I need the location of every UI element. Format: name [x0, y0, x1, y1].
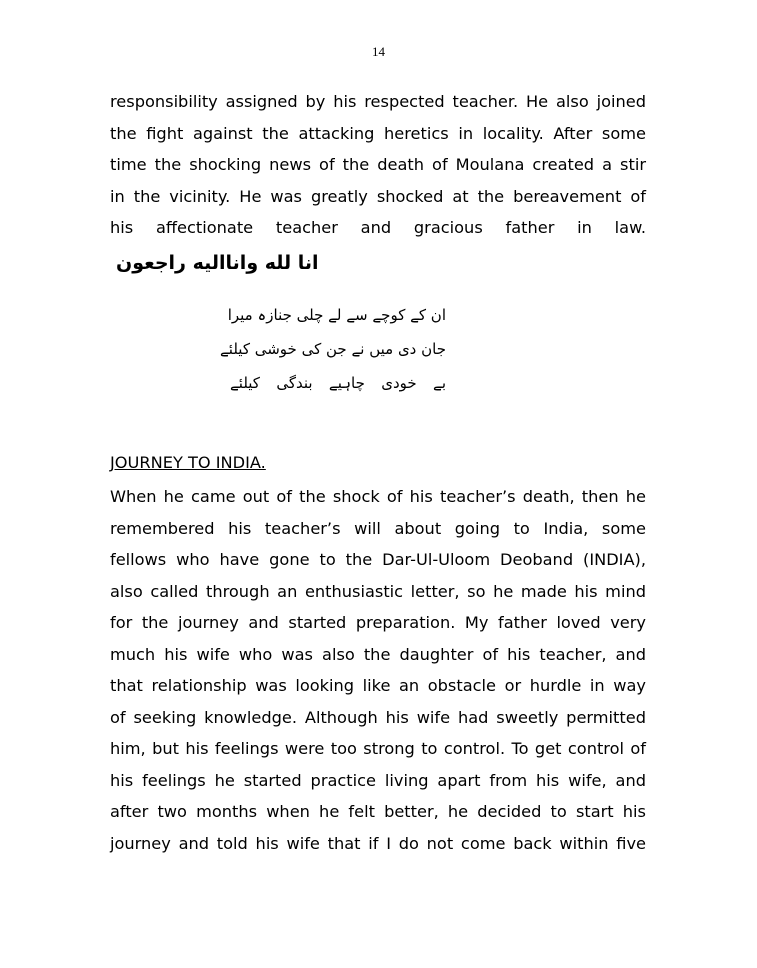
text-line: also called through an enthusiastic letter, so he made his mind [110, 581, 646, 601]
text-line: When he came out of the shock of his teacher’s death, then he [110, 487, 646, 506]
text-line: after two months when he felt better, he decided to start his [110, 802, 646, 821]
urdu-poem [220, 298, 446, 400]
text-line: his feelings he started practice living apart from his wife, and [110, 770, 646, 790]
text-line: for the journey and started preparation. My father loved very [110, 613, 646, 632]
urdu-condolence-phrase: انا لله وانااليه راجعون [116, 252, 319, 274]
text-line: journey and told his wife that if I do not come back within five [110, 833, 646, 853]
text-line: of seeking knowledge. Although his wife had sweetly permitted [110, 707, 646, 727]
poem-verse: بے خودی چاہیے بندگی کیلئے [230, 374, 446, 392]
text-line: that relationship was looking like an obstacle or hurdle in way [110, 676, 646, 695]
page-number: 14 [372, 44, 385, 59]
text-line: responsibility assigned by his respected teacher. He also joined [110, 92, 646, 111]
text-line: fellows who have gone to the Dar-Ul-Uloom Deoband (INDIA), [110, 550, 646, 569]
text-line: time the shocking news of the death of Moulana created a stir [110, 155, 646, 174]
text-line: remembered his teacher’s will about going to India, some [110, 518, 646, 538]
text-line: in the vicinity. He was greatly shocked at the bereavement of [110, 186, 646, 206]
text-line: him, but his feelings were too strong to control. To get control of [110, 739, 646, 758]
text-line: his affectionate teacher and gracious father in law. [110, 218, 646, 237]
poem-verse: ان کے کوچے سے لے چلی جنازہ میرا [227, 306, 446, 324]
text-line: the fight against the attacking heretics in locality. After some [110, 123, 646, 143]
section-heading: JOURNEY TO INDIA. [110, 453, 266, 472]
text-line: much his wife who was also the daughter of his teacher, and [110, 644, 646, 664]
poem-verse: جان دی میں نے جن کی خوشی کیلئے [220, 340, 446, 358]
paragraph-bereavement [110, 86, 646, 244]
paragraph-journey [110, 481, 646, 859]
